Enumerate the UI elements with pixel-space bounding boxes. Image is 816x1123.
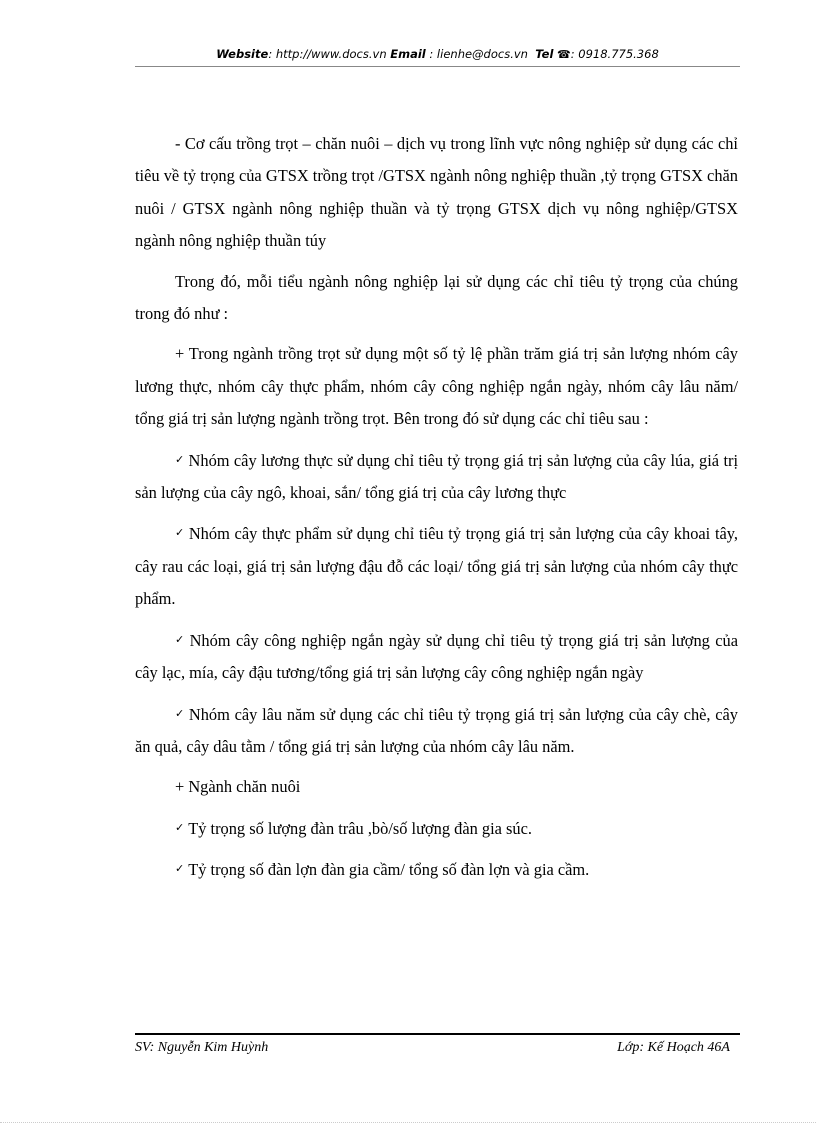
document-body [135,128,738,895]
tel-value: : 0918.775.368 [570,47,659,61]
checkmark-bullet-icon: ✓ [175,706,185,720]
website-label: Website [216,47,269,61]
checkmark-bullet-icon: ✓ [175,526,185,540]
checkmark-bullet-icon: ✓ [175,452,185,466]
paragraph: ✓ Nhóm cây công nghiệp ngắn ngày sử dụng chỉ tiêu tỷ trọng giá trị sản lượng của cây lạc, mía, cây đậu tương/tổng giá trị sản lượng cây công nghiệp ngắn ngày [135,630,739,683]
paragraph: ✓ Nhóm cây lâu năm sử dụng các chỉ tiêu tỷ trọng giá trị sản lượng của cây chè, cây ăn quả, cây dâu tằm / tổng giá trị sản lượng của nhóm cây lâu năm. [135,704,739,756]
paragraph: + Ngành chăn nuôi [175,777,301,797]
checkmark-bullet-icon: ✓ [175,632,186,646]
paragraph: ✓ Nhóm cây thực phẩm sử dụng chỉ tiêu tỷ trọng giá trị sản lượng của cây khoai tây, cây rau các loại, giá trị sản lượng đậu đỗ các loại/ tổng giá trị sản lượng của nhóm cây thực phẩm. [135,524,739,609]
paragraph: - Cơ cấu trồng trọt – chăn nuôi – dịch vụ trong lĩnh vực nông nghiệp sử dụng các chỉ tiêu về tỷ trọng của GTSX trồng trọt /GTSX ngành nông nghiệp thuần ,tỷ trọng GTSX chăn nuôi / GTSX ngành nông nghiệp thuần và tỷ trọng GTSX dịch vụ nông nghiệp/GTSX ngành nông nghiệp thuần túy [135,134,738,251]
footer-divider [135,1033,740,1035]
paragraph: ✓ Tỷ trọng số đàn lợn đàn gia cầm/ tổng số đàn lợn và gia cầm. [175,860,590,880]
checkmark-bullet-icon: ✓ [175,862,185,876]
page-footer [135,1040,730,1056]
header-divider [135,66,740,67]
website-value: : http://www.docs.vn [268,47,387,61]
footer-class: Lớp: Kế Hoạch 46A [617,1040,730,1055]
email-label: Email [390,47,426,61]
footer-student: SV: Nguyễn Kim Huỳnh [135,1040,269,1055]
email-value: : lienhe@docs.vn [429,47,528,61]
paragraph: + Trong ngành trồng trọt sử dụng một số tỷ lệ phần trăm giá trị sản lượng nhóm cây lương thực, nhóm cây thực phẩm, nhóm cây công nghiệp ngắn ngày, nhóm cây lâu năm/ tổng giá trị sản lượng ngành trồng trọt. Bên trong đó sử dụng các chỉ tiêu sau : [135,344,738,429]
checkmark-bullet-icon: ✓ [175,820,185,834]
paragraph: Trong đó, mỗi tiểu ngành nông nghiệp lại sử dụng các chỉ tiêu tỷ trọng của chúng trong đó như : [135,271,738,324]
page-header [135,47,740,61]
tel-label: Tel [535,47,554,61]
phone-icon: ☎ [557,48,571,61]
paragraph: ✓ Tỷ trọng số lượng đàn trâu ,bò/số lượng đàn gia súc. [175,818,532,838]
paragraph: ✓ Nhóm cây lương thực sử dụng chỉ tiêu tỷ trọng giá trị sản lượng của cây lúa, giá trị sản lượng của cây ngô, khoai, sắn/ tổng giá trị của cây lương thực [135,450,739,503]
